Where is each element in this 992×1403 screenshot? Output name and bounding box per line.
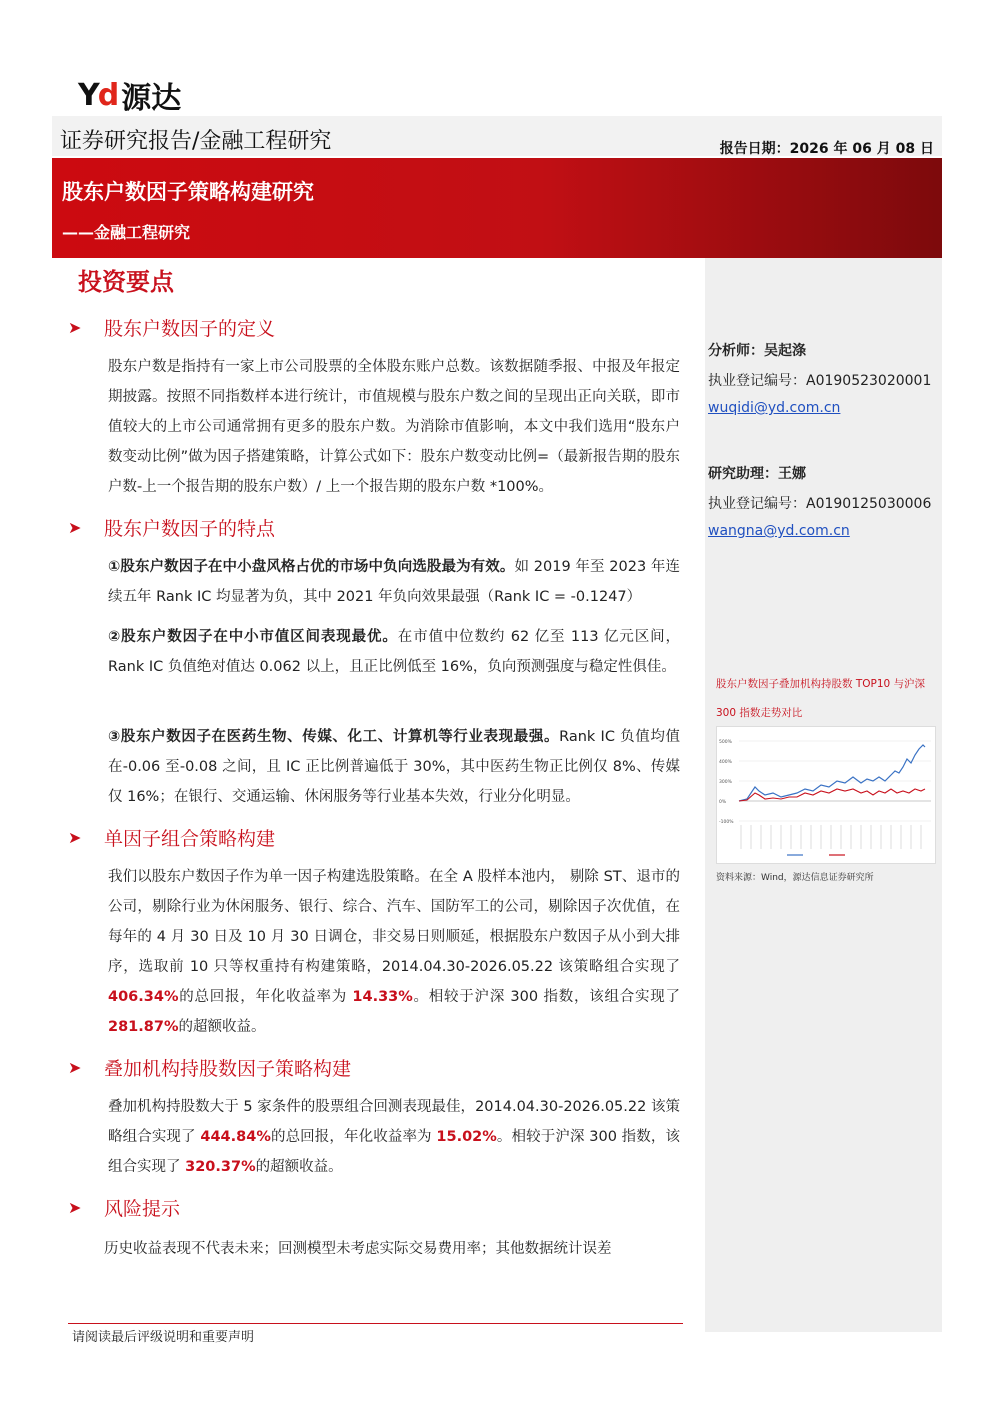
- report-date: 报告日期：2026 年 06 月 08 日: [719, 141, 934, 157]
- section-title: 股东户数因子的定义: [104, 318, 276, 340]
- assistant-email-link[interactable]: wangna@yd.com.cn: [708, 523, 850, 539]
- main-heading: 投资要点: [78, 268, 174, 296]
- svg-text:-100%: -100%: [719, 820, 734, 825]
- svg-text:500%: 500%: [719, 740, 732, 745]
- analyst-name: 分析师：吴起涤: [708, 343, 806, 359]
- chevron-right-icon: ➤: [68, 318, 82, 337]
- assistant-name: 研究助理：王娜: [708, 466, 806, 482]
- risk-paragraph: 历史收益表现不代表未来；回测模型未考虑实际交易费用率；其他数据统计误差: [104, 1241, 612, 1257]
- svg-text:0%: 0%: [719, 800, 727, 805]
- institution-factor-paragraph: 叠加机构持股数大于 5 家条件的股票组合回测表现最佳，2014.04.30-2026.05.22 该策略组合实现了 444.84%的总回报，年化收益率为 15.02%。相较于沪深 300 指数，该组合实现了 320.37%的超额收益。: [108, 1099, 680, 1175]
- section-heading-definition: [68, 314, 275, 341]
- chart-source: 资料来源：Wind，源达信息证券研究所: [716, 873, 874, 883]
- title-banner: [52, 158, 942, 258]
- footer-disclaimer: 请阅读最后评级说明和重要声明: [72, 1330, 255, 1345]
- section-title: 股东户数因子的特点: [104, 518, 276, 540]
- section-heading-risk: [68, 1194, 180, 1221]
- analyst-email-link[interactable]: wuqidi@yd.com.cn: [708, 400, 841, 416]
- single-factor-paragraph: 我们以股东户数因子作为单一因子构建选股策略。在全 A 股样本池内， 剔除 ST、退市的公司，剔除行业为休闲服务、银行、综合、汽车、国防军工的公司，剔除因子次优值，在每年的 4 月 30 日及 10 月 30 日调仓，非交易日则顺延，根据股东户数因子从小到大排序，选取前 10 只等权重持有构建策略，2014.04.30-2026.05.22 该策略组合实现了 406.34%的总回报，年化收益率为 14.33%。相较于沪深 300 指数，该组合实现了 281.87%的超额收益。: [108, 869, 680, 1035]
- chevron-right-icon: ➤: [68, 518, 82, 537]
- logo-mark: Yd: [78, 77, 118, 113]
- chevron-right-icon: ➤: [68, 1198, 82, 1217]
- performance-chart-thumbnail: [716, 726, 936, 864]
- section-heading-features: [68, 514, 275, 541]
- brand-logo: [78, 77, 182, 116]
- svg-text:300%: 300%: [719, 780, 732, 785]
- chart-figure: [717, 727, 935, 863]
- footer-divider: [68, 1323, 683, 1324]
- feature-paragraph-1: ①股东户数因子在中小盘风格占优的市场中负向选股最为有效。如 2019 年至 2023 年连续五年 Rank IC 均显著为负，其中 2021 年负向效果最强（Rank IC = -0.1247）: [108, 559, 680, 605]
- chevron-right-icon: ➤: [68, 1058, 82, 1077]
- report-subtitle: ——金融工程研究: [62, 223, 191, 242]
- analyst-registration: 执业登记编号：A0190523020001: [708, 373, 932, 389]
- feature-paragraph-2: ②股东户数因子在中小市值区间表现最优。在市值中位数约 62 亿至 113 亿元区间，Rank IC 负值绝对值达 0.062 以上，且正比例低至 16%，负向预测强度与稳定性俱佳。: [108, 629, 680, 675]
- chart-caption: 股东户数因子叠加机构持股数 TOP10 与沪深 300 指数走势对比: [716, 678, 926, 719]
- section-title: 叠加机构持股数因子策略构建: [104, 1058, 352, 1080]
- report-category-bar: [52, 116, 942, 156]
- svg-text:400%: 400%: [719, 760, 732, 765]
- chevron-right-icon: ➤: [68, 828, 82, 847]
- assistant-registration: 执业登记编号：A0190125030006: [708, 496, 932, 512]
- logo-text: 源达: [121, 81, 182, 116]
- feature-paragraph-3: ③股东户数因子在医药生物、传媒、化工、计算机等行业表现最强。Rank IC 负值均值在-0.06 至-0.08 之间，且 IC 正比例普遍低于 30%，其中医药生物正比例仅 8%、传媒仅 16%；在银行、交通运输、休闲服务等行业基本失效，行业分化明显。: [108, 729, 680, 805]
- section-title: 单因子组合策略构建: [104, 828, 276, 850]
- section-heading-single-factor: [68, 824, 275, 851]
- report-title: 股东户数因子策略构建研究: [62, 180, 314, 204]
- section-heading-institution-factor: [68, 1054, 351, 1081]
- section-title: 风险提示: [104, 1198, 181, 1220]
- definition-paragraph: 股东户数是指持有一家上市公司股票的全体股东账户总数。该数据随季报、中报及年报定期披露。按照不同指数样本进行统计，市值规模与股东户数之间的呈现出正向关联，即市值较大的上市公司通常拥有更多的股东户数。为消除市值影响，本文中我们选用“股东户数变动比例”做为因子搭建策略，计算公式如下：股东户数变动比例=（最新报告期的股东户数-上一个报告期的股东户数）/ 上一个报告期的股东户数 *100%。: [108, 359, 680, 495]
- report-category: 证券研究报告/金融工程研究: [60, 129, 332, 154]
